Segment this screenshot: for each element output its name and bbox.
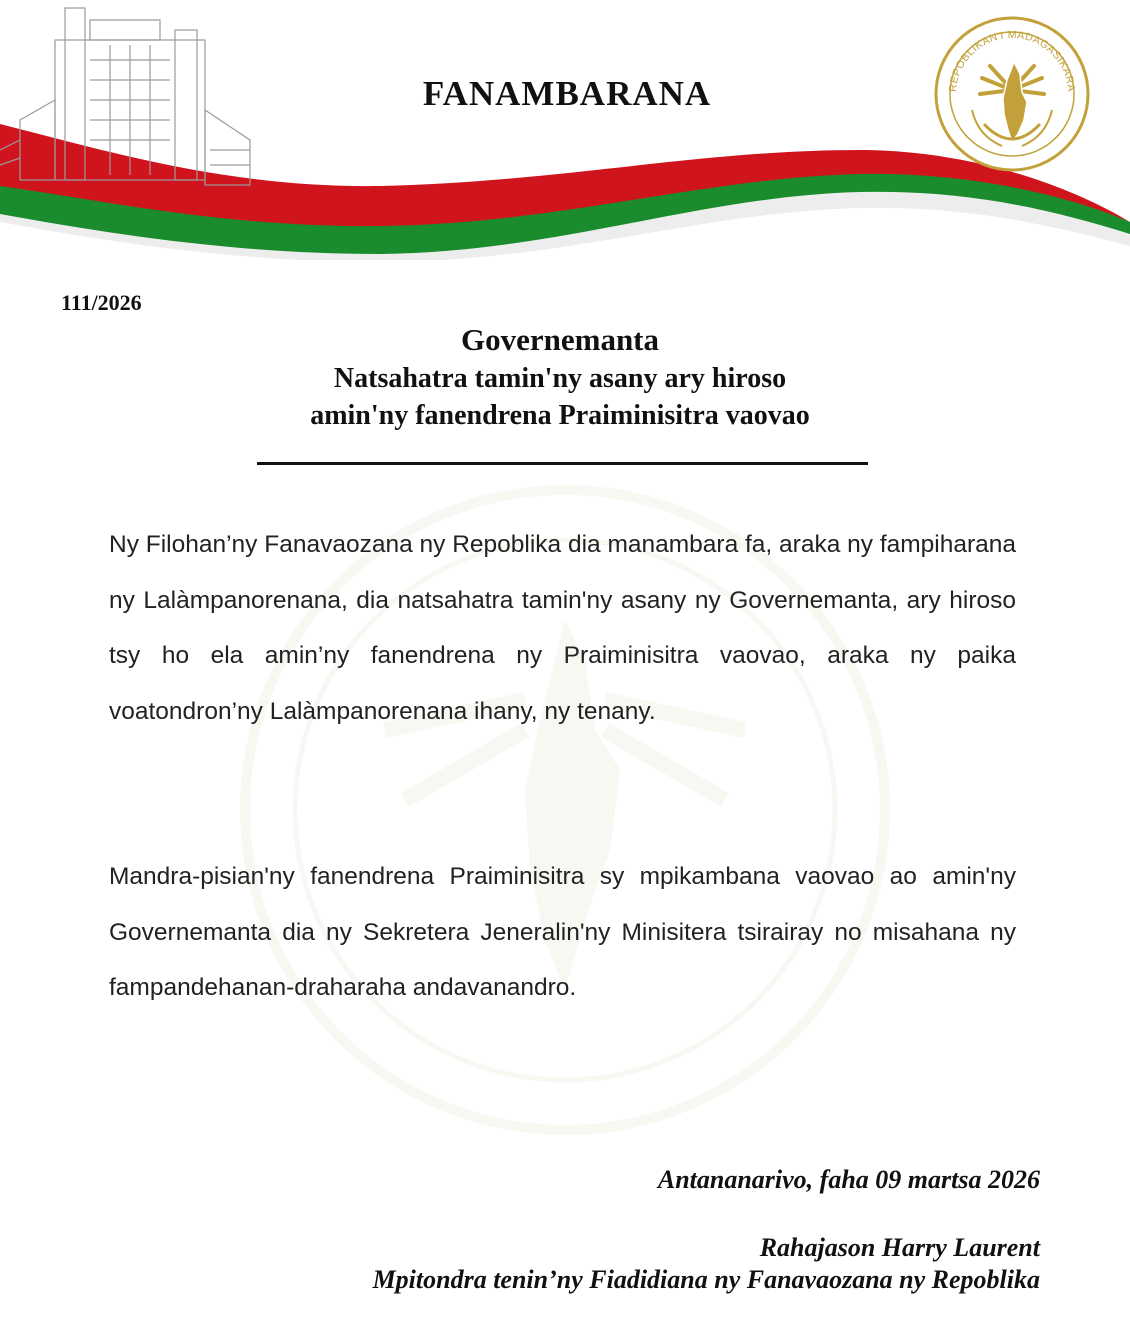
subject-underline <box>257 462 868 465</box>
reference-number: 111/2026 <box>61 290 142 315</box>
subject-line-2: amin'ny fanendrena Praiminisitra vaovao <box>310 400 810 431</box>
svg-text:REPOBLIKAN'I MADAGASIKARA: REPOBLIKAN'I MADAGASIKARA <box>946 28 1078 93</box>
subject-line-1: Natsahatra tamin'ny asany ary hiroso <box>333 363 787 394</box>
subject-block <box>240 320 880 434</box>
subject-title: Governemanta <box>460 322 660 357</box>
place-and-date: Antananarivo, faha 09 martsa 2026 <box>657 1165 1040 1194</box>
signatory-name: Rahajason Harry Laurent <box>759 1233 1040 1262</box>
body-paragraph-2: Mandra-pisian'ny fanendrena Praiminisitra sy mpikambana vaovao ao amin'ny Governemanta dia ny Sekretera Jeneralin'ny Minisitera tsirairay no misahana ny fampandehanan-draharaha andavanandro. <box>109 863 1016 1001</box>
body-paragraph-1: Ny Filohan’ny Fanavaozana ny Repoblika dia manambara fa, araka ny fampiharana ny Lalàmpanorenana, dia natsahatra tamin'ny asany ny Governemanta, ary hiroso tsy ho ela amin’ny fanendrena ny Praiminisitra vaovao, araka ny paika voatondron’ny Lalàmpanorenana ihany, ny tenany. <box>109 531 1017 725</box>
signatory-block <box>373 1232 1040 1296</box>
document-heading: FANAMBARANA <box>422 74 712 113</box>
signatory-title: Mpitondra tenin’ny Fiadidiana ny Fanavaozana ny Repoblika <box>372 1265 1040 1294</box>
